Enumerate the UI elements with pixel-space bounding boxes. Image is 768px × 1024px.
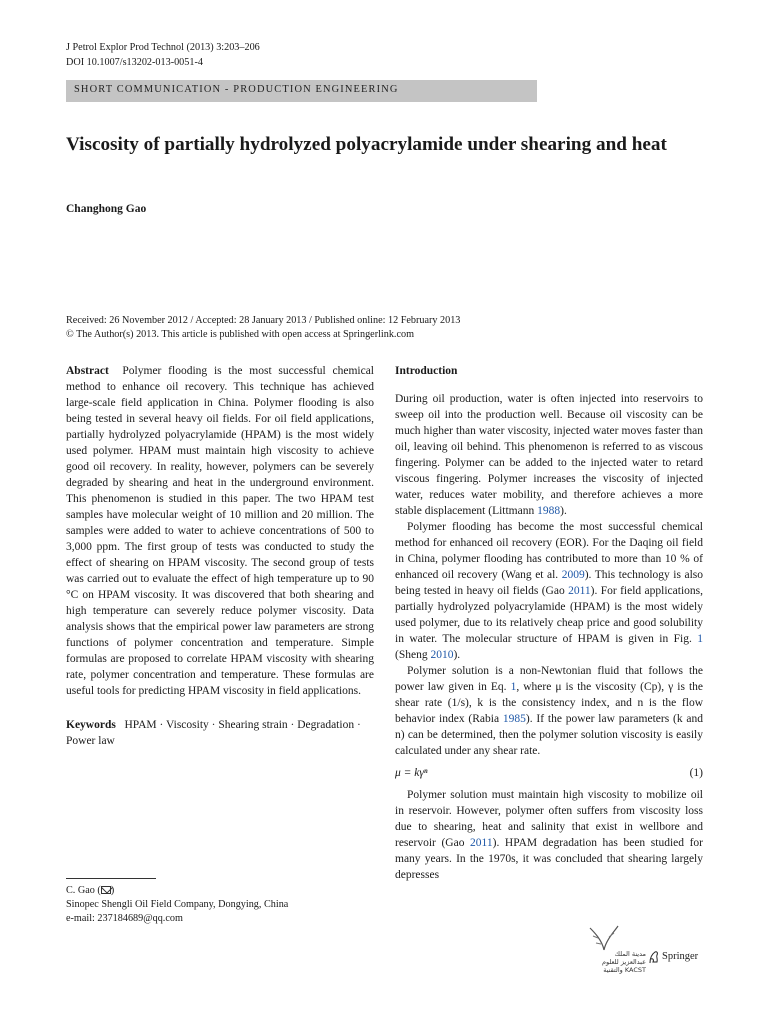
abstract — [66, 363, 374, 699]
keywords — [66, 717, 374, 749]
intro-paragraph-1: During oil production, water is often injected into reservoirs to sweep oil into the production well. Because oil viscosity can be much higher than water viscosity, injected water moves faster than oil, leaving oil behind. This phenomenon is referred to as viscous fingering. Polymer can be added to the injected water to retard viscous fingering. Polymer increases the viscosity of injected water, reduces water mobility, and therefore achieves a more stable displacement (Littmann 1988). — [395, 393, 703, 517]
section-heading-introduction: Introduction — [395, 365, 458, 377]
keywords-label: Keywords — [66, 719, 116, 731]
kacst-text: مدينة الملك عبدالعزيز للعلوم والتقنية KACST — [601, 950, 646, 974]
received-line: Received: 26 November 2012 / Accepted: 28 January 2013 / Published online: 12 February 2013 — [66, 315, 461, 326]
equation-body: μ = kγⁿ — [395, 767, 428, 779]
author-name: Changhong Gao — [66, 203, 147, 215]
left-column — [66, 363, 374, 749]
envelope-icon — [101, 886, 111, 894]
equation-number: (1) — [689, 767, 703, 779]
equation-link[interactable]: 1 — [510, 681, 517, 693]
doi: DOI 10.1007/s13202-013-0051-4 — [66, 57, 203, 68]
corresponding-author: C. Gao ( ) — [66, 885, 115, 896]
publisher-logo — [584, 922, 704, 974]
right-column — [395, 363, 703, 883]
citation-link[interactable]: 1988 — [537, 505, 561, 517]
footnote-rule — [66, 878, 156, 879]
publisher-name: Springer — [662, 951, 699, 962]
citation-link[interactable]: 2009 — [561, 569, 585, 581]
abstract-label: Abstract — [66, 365, 109, 377]
kacst-emblem-icon — [584, 922, 624, 952]
equation-1 — [395, 765, 703, 781]
affiliation: Sinopec Shengli Oil Field Company, Dongying, China — [66, 899, 289, 910]
intro-paragraph-3: Polymer solution is a non-Newtonian fluid that follows the power law given in Eq. 1, where μ is the viscosity (Cp), γ is the shear rate (1/s), k is the consistency index, and n is the flow behavior index (Rabia 1985). If the power law parameters (k and n) can be determined, then the polymer solution viscosity is easily calculated under any shear rate. — [395, 665, 703, 757]
journal-header — [66, 40, 260, 70]
journal-citation: J Petrol Explor Prod Technol (2013) 3:203–206 — [66, 42, 260, 53]
intro-paragraph-4: Polymer solution must maintain high viscosity to mobilize oil in reservoir. However, polymer often suffers from viscosity loss due to shearing, heat and salinity that exist in wellbore and reservoir (Gao 2011). HPAM degradation has been studied for many years. In the 1970s, it was concluded that shearing largely depresses — [395, 789, 703, 881]
email[interactable]: e-mail: 237184689@qq.com — [66, 913, 183, 924]
figure-link[interactable]: 1 — [697, 633, 703, 645]
section-banner — [66, 80, 537, 102]
publication-dates — [66, 314, 726, 342]
keywords-text: HPAM · Viscosity · Shearing strain · Degradation · Power law — [66, 719, 361, 747]
article-title: Viscosity of partially hydrolyzed polyacrylamide under shearing and heat — [66, 134, 667, 155]
citation-link[interactable]: 1985 — [502, 713, 526, 725]
correspondence — [66, 884, 288, 926]
springer-horse-icon — [648, 950, 660, 964]
citation-link[interactable]: 2011 — [568, 585, 591, 597]
citation-link[interactable]: 2010 — [430, 649, 454, 661]
citation-link[interactable]: 2011 — [470, 837, 493, 849]
section-label: SHORT COMMUNICATION - PRODUCTION ENGINEERING — [74, 84, 399, 95]
abstract-text: Polymer flooding is the most successful chemical method to enhance oil recovery. This technique has achieved large-scale field application in China. Polymer flooding is also being tested in several heavy oil fields. For oil field applications, partially hydrolyzed polyacrylamide (HPAM) is the most widely used polymer. HPAM must maintain high viscosity to achieve good oil recovery. In reality, however, polymers can be severely degraded by shearing and heat in the underground environment. This phenomenon is studied in this paper. The two HPAM test samples have molecular weight of 10 million and 20 million. The samples were added to water to achieve concentrations of 500 to 3,000 ppm. The first group of tests was conducted to study the effect of shearing on HPAM viscosity. The second group of tests was carried out to evaluate the effect of high temperature up to 90 °C on HPAM viscosity. It was discovered that both shearing and high temperature can severely reduce polymer viscosity. Data analysis shows that the empirical power law parameters are strong functions of polymer concentration and temperature. Simple formulas are proposed to correlate HPAM viscosity with shearing rate, polymer concentration and temperature. These formulas are useful tools for predicting HPAM viscosity in field applications. — [66, 365, 375, 697]
intro-paragraph-2: Polymer flooding has become the most successful chemical method for enhanced oil recovery (EOR). For the Daqing oil field in China, polymer flooding has contributed to more than 10 % of enhanced oil recovery (Wang et al. 2009). This technology is also being tested in heavy oil fields (Gao 2011). For field applications, partially hydrolyzed polyacrylamide (HPAM) is the most widely used polymer, due to its relatively cheap price and good solubility in water. The molecular structure of HPAM is given in Fig. 1 (Sheng 2010). — [395, 521, 703, 661]
copyright-line: © The Author(s) 2013. This article is published with open access at Springerlink.com — [66, 329, 415, 340]
